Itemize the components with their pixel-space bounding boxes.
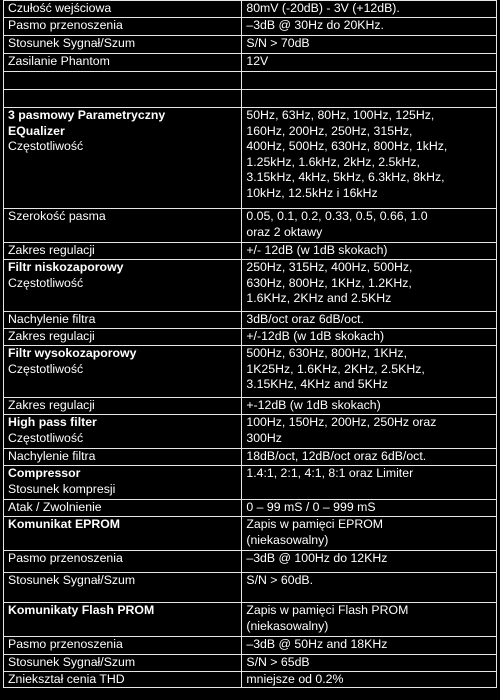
spec-value: 400Hz, 500Hz, 630Hz, 800Hz, 1kHz, <box>246 139 448 154</box>
spec-value: 0 – 99 mS / 0 – 999 mS <box>246 500 376 514</box>
spec-row <box>4 329 497 346</box>
spec-row <box>4 18 497 36</box>
spec-value: Zapis w pamięci EPROM <box>246 517 384 531</box>
spec-label: Zakres regulacji <box>8 398 95 412</box>
section-heading: Komunikaty Flash PROM <box>8 603 155 617</box>
spec-row <box>4 466 497 500</box>
spec-label: Częstotliwość <box>8 139 84 154</box>
spec-value: –3dB @ 50Hz and 18KHz <box>246 637 388 651</box>
spec-value-cell <box>242 1 497 18</box>
spec-label-cell <box>4 312 242 329</box>
spec-label-cell <box>4 573 242 603</box>
spec-label-cell <box>4 398 242 415</box>
spec-value: 100Hz, 150Hz, 200Hz, 250Hz oraz <box>246 415 437 429</box>
spec-value: –3dB @ 100Hz do 12KHz <box>246 551 388 565</box>
spec-label: Pasmo przenoszenia <box>8 551 123 565</box>
section-heading: 3 pasmowy Parametryczny <box>8 108 166 122</box>
spec-label: Szerokość pasma <box>8 209 106 223</box>
spec-label: Pasmo przenoszenia <box>8 18 123 32</box>
spec-value: 3.15kHz, 4kHz, 5kHz, 6.3kHz, 8kHz, <box>246 170 445 185</box>
spec-value-cell <box>242 671 497 688</box>
spec-value-cell <box>242 449 497 466</box>
spec-row <box>4 500 497 517</box>
spec-value: 500Hz, 630Hz, 800Hz, 1KHz, <box>246 346 407 360</box>
spec-value: 12V <box>246 54 269 68</box>
spec-label-cell <box>4 108 242 209</box>
spec-label: Pasmo przenoszenia <box>8 637 123 651</box>
spec-value-cell <box>242 655 497 672</box>
spec-label-cell <box>4 90 242 108</box>
spec-value-cell <box>242 312 497 329</box>
spec-row <box>4 36 497 54</box>
spec-row <box>4 108 497 209</box>
spec-value-cell <box>242 18 497 36</box>
spec-value: 1K25Hz, 1.6KHz, 2KHz, 2.5KHz, <box>246 361 425 376</box>
spec-value: 160Hz, 200Hz, 250Hz, 315Hz, <box>246 123 413 138</box>
spec-value: Zapis w pamięci Flash PROM <box>246 603 409 617</box>
spec-value: 50Hz, 63Hz, 80Hz, 100Hz, 125Hz, <box>246 108 435 122</box>
spec-label-cell <box>4 1 242 18</box>
section-heading: Compressor <box>8 466 81 480</box>
spec-row <box>4 209 497 243</box>
spec-value: S/N > 70dB <box>246 36 310 50</box>
spec-value-cell <box>242 346 497 398</box>
spec-label-cell <box>4 18 242 36</box>
section-heading: Filtr wysokozaporowy <box>8 346 137 360</box>
spec-value: S/N > 65dB <box>246 655 310 669</box>
spec-label: Czułość wejściowa <box>8 1 112 15</box>
spec-value-cell <box>242 466 497 500</box>
spec-row <box>4 243 497 260</box>
spec-row <box>4 517 497 551</box>
spec-value: +/-12dB (w 1dB skokach) <box>246 329 385 343</box>
spec-row <box>4 312 497 329</box>
spec-value: 1.25kHz, 1.6kHz, 2kHz, 2.5kHz, <box>246 154 420 169</box>
spec-value-cell <box>242 36 497 54</box>
spec-label-cell <box>4 500 242 517</box>
spec-value: (niekasowalny) <box>246 618 329 633</box>
spec-row <box>4 54 497 72</box>
spec-value: 3.15KHz, 4KHz and 5KHz <box>246 377 388 392</box>
section-heading: Filtr niskozaporowy <box>8 260 124 274</box>
spec-value-cell <box>242 517 497 551</box>
spec-value: 80mV (-20dB) - 3V (+12dB). <box>246 1 400 15</box>
spec-row <box>4 72 497 90</box>
spec-label: Stosunek kompresji <box>8 481 116 496</box>
spec-value-cell <box>242 243 497 260</box>
spec-value-cell <box>242 500 497 517</box>
section-heading: EQualizer <box>8 123 65 138</box>
spec-row <box>4 449 497 466</box>
spec-value-cell <box>242 72 497 90</box>
spec-value: 300Hz <box>246 430 282 445</box>
spec-value-cell <box>242 398 497 415</box>
spec-value: 0.05, 0.1, 0.2, 0.33, 0.5, 0.66, 1.0 <box>246 209 428 223</box>
spec-label: Atak / Zwolnienie <box>8 500 102 514</box>
spec-row <box>4 415 497 449</box>
spec-label: Stosunek Sygnał/Szum <box>8 573 136 587</box>
spec-label-cell <box>4 243 242 260</box>
spec-row <box>4 551 497 573</box>
spec-value-cell <box>242 108 497 209</box>
spec-label-cell <box>4 637 242 655</box>
spec-table <box>3 0 497 688</box>
spec-value: oraz 2 oktawy <box>246 224 323 239</box>
spec-label: Nachylenie filtra <box>8 312 96 326</box>
spec-label: Częstotliwość <box>8 361 84 376</box>
spec-row <box>4 1 497 18</box>
spec-value: 1.6KHz, 2KHz and 2.5KHz <box>246 291 392 306</box>
spec-label: Częstotliwość <box>8 275 84 290</box>
section-heading: Komunikat EPROM <box>8 517 121 531</box>
spec-label-cell <box>4 36 242 54</box>
spec-value: 18dB/oct, 12dB/oct oraz 6dB/oct. <box>246 449 427 463</box>
spec-value: 250Hz, 315Hz, 400Hz, 500Hz, <box>246 260 413 274</box>
spec-value: mniejsze od 0.2% <box>246 671 344 686</box>
spec-value-cell <box>242 551 497 573</box>
spec-label: Nachylenie filtra <box>8 449 96 463</box>
spec-value: 630Hz, 800Hz, 1KHz, 1.2KHz, <box>246 275 412 290</box>
spec-table-body <box>4 1 497 688</box>
spec-label-cell <box>4 551 242 573</box>
spec-label-cell <box>4 209 242 243</box>
spec-value: 10kHz, 12.5kHz i 16kHz <box>246 185 378 200</box>
spec-label-cell <box>4 415 242 449</box>
spec-label: Zakres regulacji <box>8 243 95 257</box>
spec-label-cell <box>4 517 242 551</box>
spec-row <box>4 346 497 398</box>
spec-row <box>4 637 497 655</box>
spec-value-cell <box>242 54 497 72</box>
spec-label-cell <box>4 603 242 637</box>
spec-value: (niekasowalny) <box>246 532 329 547</box>
spec-label-cell <box>4 655 242 672</box>
spec-value-cell <box>242 573 497 603</box>
spec-value: 1.4:1, 2:1, 4:1, 8:1 oraz Limiter <box>246 466 414 480</box>
spec-value-cell <box>242 603 497 637</box>
spec-label-cell <box>4 449 242 466</box>
spec-value: +/- 12dB (w 1dB skokach) <box>246 243 388 257</box>
spec-row <box>4 655 497 672</box>
spec-value-cell <box>242 637 497 655</box>
spec-label-cell <box>4 346 242 398</box>
spec-label: Stosunek Sygnał/Szum <box>8 655 136 669</box>
spec-label-cell <box>4 466 242 500</box>
spec-label: Stosunek Sygnał/Szum <box>8 36 136 50</box>
spec-label-cell <box>4 260 242 312</box>
spec-value-cell <box>242 209 497 243</box>
spec-row <box>4 573 497 603</box>
spec-value: –3dB @ 30Hz do 20KHz. <box>246 18 384 32</box>
spec-value-cell <box>242 329 497 346</box>
spec-row <box>4 671 497 688</box>
spec-value: S/N > 60dB. <box>246 573 314 587</box>
spec-label-cell <box>4 329 242 346</box>
spec-label: Zniekształ cenia THD <box>8 671 125 686</box>
spec-row <box>4 398 497 415</box>
spec-value: +-12dB (w 1dB skokach) <box>246 398 381 412</box>
spec-value-cell <box>242 260 497 312</box>
spec-label-cell <box>4 671 242 688</box>
spec-value: 3dB/oct oraz 6dB/oct. <box>246 312 364 326</box>
spec-label: Zasilanie Phantom <box>8 54 110 68</box>
spec-value-cell <box>242 90 497 108</box>
spec-row <box>4 260 497 312</box>
spec-label-cell <box>4 54 242 72</box>
spec-row <box>4 90 497 108</box>
spec-label: Częstotliwość <box>8 430 84 445</box>
spec-label: Zakres regulacji <box>8 329 95 343</box>
spec-value-cell <box>242 415 497 449</box>
spec-row <box>4 603 497 637</box>
section-heading: High pass filter <box>8 415 97 429</box>
spec-label-cell <box>4 72 242 90</box>
